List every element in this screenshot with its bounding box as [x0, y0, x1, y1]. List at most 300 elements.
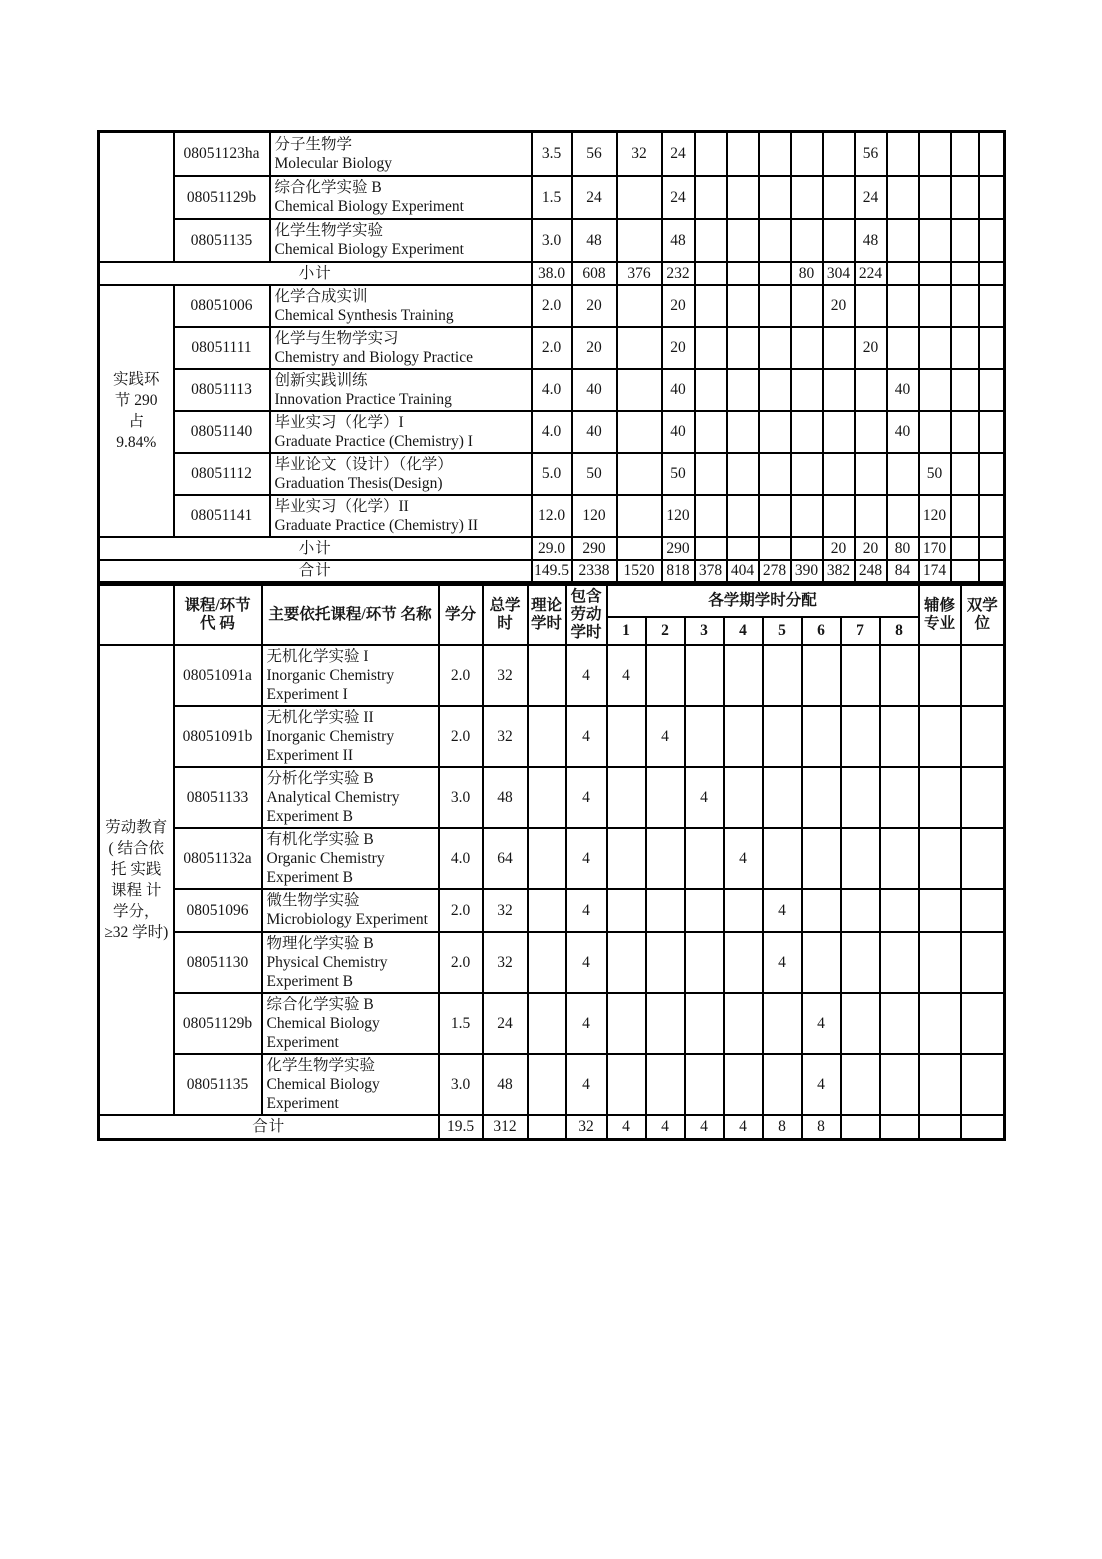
semester-7-hours-cell: 84 — [887, 560, 919, 583]
credits-cell: 19.5 — [439, 1115, 483, 1140]
semester-1-hours-cell — [695, 453, 727, 495]
semester-4-hours-cell — [724, 767, 763, 828]
semester-4-hours-cell — [791, 285, 823, 327]
semester-1-hours-cell — [607, 993, 646, 1054]
theory-hours-cell — [617, 219, 662, 262]
course-name-en: Microbiology Experiment — [266, 911, 428, 928]
course-name-en: Chemical Biology Experiment — [274, 198, 464, 215]
semester-3-hours-cell: 278 — [759, 560, 791, 583]
semester-2-hours-cell — [727, 411, 759, 453]
subtotal-label: 小计 — [99, 262, 532, 285]
double-degree-cell — [961, 767, 1005, 828]
semester-1-hours-cell — [695, 285, 727, 327]
semester-6-hours-cell: 4 — [802, 1054, 841, 1115]
total-hours-cell: 608 — [572, 262, 617, 285]
theory-hours-cell — [617, 495, 662, 537]
minor-major-cell — [951, 560, 979, 583]
semester-3-hours-cell — [759, 411, 791, 453]
credits-cell: 4.0 — [439, 828, 483, 889]
semester-8-hours-cell — [919, 411, 951, 453]
semester-5-hours-cell — [763, 1054, 802, 1115]
semester-5-hours-cell: 382 — [823, 560, 855, 583]
semester-1-hours-cell — [695, 132, 727, 176]
header-semester-3: 3 — [685, 617, 724, 645]
category-line: 劳动教育 — [105, 818, 168, 836]
semester-6-hours-cell — [802, 889, 841, 932]
subtotal-row — [99, 262, 1005, 285]
header-minor-major — [919, 585, 961, 645]
course-name-zh: 综合化学实验 B — [266, 995, 374, 1013]
course-name-en: Organic Chemistry Experiment B — [266, 849, 385, 886]
total-hours-cell: 32 — [483, 889, 528, 932]
labor-hours-cell: 24 — [662, 132, 695, 176]
category-cell — [99, 645, 174, 1115]
semester-7-hours-cell — [841, 645, 880, 706]
header-line: 课程/环节 — [184, 596, 251, 614]
course-name-cell — [270, 495, 532, 537]
theory-hours-cell — [528, 993, 566, 1054]
course-name-en: Chemical Biology Experiment — [266, 1075, 380, 1112]
double-degree-cell — [979, 262, 1005, 285]
semester-5-hours-cell — [823, 411, 855, 453]
header-semester-4: 4 — [724, 617, 763, 645]
semester-2-hours-cell — [727, 285, 759, 327]
course-row — [99, 1054, 1005, 1115]
semester-8-hours-cell — [880, 993, 919, 1054]
semester-3-hours-cell — [685, 1054, 724, 1115]
course-row — [99, 495, 1005, 537]
semester-6-hours-cell — [855, 285, 887, 327]
semester-4-hours-cell — [791, 537, 823, 560]
semester-5-hours-cell — [823, 176, 855, 219]
minor-major-cell — [951, 132, 979, 176]
course-name-zh: 分子生物学 — [274, 135, 353, 153]
semester-6-hours-cell: 24 — [855, 176, 887, 219]
semester-6-hours-cell — [855, 495, 887, 537]
course-name-cell — [270, 453, 532, 495]
semester-6-hours-cell — [802, 828, 841, 889]
semester-7-hours-cell — [841, 706, 880, 767]
total-hours-cell: 24 — [483, 993, 528, 1054]
labor-hours-cell: 4 — [566, 828, 607, 889]
course-name-zh: 无机化学实验 I — [266, 647, 369, 665]
double-degree-cell — [979, 327, 1005, 369]
grand-total-row — [99, 560, 1005, 583]
semester-3-hours-cell — [759, 285, 791, 327]
double-degree-cell — [961, 645, 1005, 706]
course-row — [99, 828, 1005, 889]
credits-cell: 2.0 — [532, 285, 572, 327]
header-course-code — [174, 585, 262, 645]
semester-8-hours-cell — [919, 176, 951, 219]
semester-1-hours-cell — [607, 932, 646, 993]
semester-1-hours-cell — [695, 537, 727, 560]
semester-3-hours-cell — [759, 176, 791, 219]
semester-5-hours-cell — [763, 706, 802, 767]
semester-5-hours-cell — [823, 219, 855, 262]
semester-6-hours-cell: 20 — [855, 537, 887, 560]
semester-8-hours-cell — [919, 219, 951, 262]
header-credits: 学分 — [439, 585, 483, 645]
semester-4-hours-cell — [791, 176, 823, 219]
category-line: 学分， — [112, 902, 160, 920]
course-code-cell: 08051140 — [174, 411, 270, 453]
semester-8-hours-cell — [919, 285, 951, 327]
header-semester-8: 8 — [880, 617, 919, 645]
header-line: 代 码 — [200, 614, 235, 632]
theory-hours-cell — [528, 706, 566, 767]
course-code-cell: 08051132a — [174, 828, 262, 889]
semester-2-hours-cell — [727, 495, 759, 537]
semester-4-hours-cell — [791, 495, 823, 537]
subtotal-label: 小计 — [99, 537, 532, 560]
course-name-cell — [262, 1054, 439, 1115]
semester-4-hours-cell — [724, 1054, 763, 1115]
minor-major-cell — [919, 889, 961, 932]
course-name-zh: 物理化学实验 B — [266, 934, 374, 952]
semester-5-hours-cell: 20 — [823, 537, 855, 560]
semester-1-hours-cell — [607, 706, 646, 767]
credits-cell: 2.0 — [439, 706, 483, 767]
header-line: 辅修 — [923, 596, 955, 614]
labor-hours-cell: 120 — [662, 495, 695, 537]
total-hours-cell: 40 — [572, 411, 617, 453]
labor-hours-cell: 4 — [566, 767, 607, 828]
semester-3-hours-cell — [759, 369, 791, 411]
header-line: 劳动 — [570, 605, 602, 623]
header-category-cell — [99, 585, 174, 645]
semester-3-hours-cell — [759, 453, 791, 495]
semester-4-hours-cell: 390 — [791, 560, 823, 583]
category-line: 课程 计 — [111, 881, 162, 899]
semester-7-hours-cell — [887, 219, 919, 262]
semester-2-hours-cell — [646, 828, 685, 889]
semester-8-hours-cell — [919, 369, 951, 411]
course-code-cell: 08051111 — [174, 327, 270, 369]
category-line: 实践环 — [112, 370, 160, 388]
labor-hours-cell: 290 — [662, 537, 695, 560]
minor-major-cell — [951, 327, 979, 369]
semester-7-hours-cell: 40 — [887, 411, 919, 453]
total-hours-cell: 64 — [483, 828, 528, 889]
semester-7-hours-cell — [841, 828, 880, 889]
semester-7-hours-cell — [841, 889, 880, 932]
minor-major-cell — [919, 828, 961, 889]
header-line: 时 — [497, 614, 513, 632]
labor-hours-cell: 32 — [566, 1115, 607, 1140]
total-hours-cell: 20 — [572, 327, 617, 369]
minor-major-cell — [919, 767, 961, 828]
labor-hours-cell: 40 — [662, 369, 695, 411]
course-name-cell — [270, 132, 532, 176]
total-hours-cell: 24 — [572, 176, 617, 219]
category-cell — [99, 285, 174, 537]
semester-3-hours-cell — [759, 537, 791, 560]
semester-1-hours-cell — [695, 495, 727, 537]
credits-cell: 2.0 — [439, 645, 483, 706]
semester-2-hours-cell — [727, 262, 759, 285]
semester-1-hours-cell — [607, 1054, 646, 1115]
category-line: 托 实践 — [111, 860, 162, 878]
semester-4-hours-cell: 4 — [724, 828, 763, 889]
semester-2-hours-cell: 4 — [646, 706, 685, 767]
semester-5-hours-cell — [823, 327, 855, 369]
semester-8-hours-cell — [880, 828, 919, 889]
course-name-en: Molecular Biology — [274, 154, 393, 172]
credits-cell: 4.0 — [532, 369, 572, 411]
course-code-cell: 08051129b — [174, 993, 262, 1054]
semester-6-hours-cell: 48 — [855, 219, 887, 262]
theory-hours-cell — [528, 645, 566, 706]
double-degree-cell — [979, 132, 1005, 176]
total-hours-cell: 48 — [572, 219, 617, 262]
double-degree-cell — [979, 537, 1005, 560]
course-name-cell — [262, 706, 439, 767]
semester-3-hours-cell: 4 — [685, 1115, 724, 1140]
header-double-degree — [961, 585, 1005, 645]
course-name-en: Innovation Practice Training — [274, 390, 452, 408]
semester-3-hours-cell — [759, 327, 791, 369]
credits-cell: 3.5 — [532, 132, 572, 176]
semester-8-hours-cell — [880, 932, 919, 993]
semester-2-hours-cell — [727, 327, 759, 369]
semester-2-hours-cell — [727, 537, 759, 560]
minor-major-cell — [919, 993, 961, 1054]
semester-1-hours-cell — [607, 828, 646, 889]
course-name-zh: 毕业实习（化学）I — [274, 413, 404, 431]
theory-hours-cell — [528, 828, 566, 889]
semester-4-hours-cell — [791, 219, 823, 262]
semester-6-hours-cell — [802, 932, 841, 993]
semester-8-hours-cell — [919, 132, 951, 176]
total-hours-cell: 312 — [483, 1115, 528, 1140]
semester-3-hours-cell — [685, 993, 724, 1054]
semester-3-hours-cell — [685, 889, 724, 932]
semester-5-hours-cell — [823, 369, 855, 411]
labor-education-table — [97, 583, 1006, 1141]
labor-hours-cell: 4 — [566, 706, 607, 767]
course-code-cell: 08051123ha — [174, 132, 270, 176]
course-code-cell: 08051006 — [174, 285, 270, 327]
semester-6-hours-cell: 8 — [802, 1115, 841, 1140]
course-code-cell: 08051091b — [174, 706, 262, 767]
category-line: ≥32 学时) — [104, 923, 169, 941]
semester-1-hours-cell: 4 — [607, 645, 646, 706]
header-total-hours — [483, 585, 528, 645]
semester-6-hours-cell — [802, 706, 841, 767]
labor-hours-cell: 232 — [662, 262, 695, 285]
total-hours-cell: 50 — [572, 453, 617, 495]
course-name-en: Physical Chemistry Experiment B — [266, 953, 388, 990]
semester-6-hours-cell — [802, 767, 841, 828]
double-degree-cell — [961, 1115, 1005, 1140]
header-line: 位 — [974, 614, 990, 632]
semester-8-hours-cell — [919, 262, 951, 285]
semester-1-hours-cell: 378 — [695, 560, 727, 583]
semester-6-hours-cell: 248 — [855, 560, 887, 583]
semester-1-hours-cell — [695, 327, 727, 369]
semester-7-hours-cell — [841, 767, 880, 828]
semester-5-hours-cell — [763, 828, 802, 889]
category-line: 节 290 — [114, 391, 158, 409]
course-code-cell: 08051130 — [174, 932, 262, 993]
minor-major-cell — [951, 453, 979, 495]
credits-cell: 1.5 — [532, 176, 572, 219]
course-name-zh: 有机化学实验 B — [266, 830, 374, 848]
semester-4-hours-cell — [724, 932, 763, 993]
labor-hours-cell: 4 — [566, 993, 607, 1054]
course-name-cell — [270, 327, 532, 369]
semester-4-hours-cell — [791, 411, 823, 453]
minor-major-cell — [919, 932, 961, 993]
semester-6-hours-cell — [855, 411, 887, 453]
semester-2-hours-cell — [646, 889, 685, 932]
header-semester-7: 7 — [841, 617, 880, 645]
header-line: 理论 — [530, 596, 562, 614]
semester-2-hours-cell — [727, 132, 759, 176]
category-line: 9.84% — [116, 433, 157, 451]
minor-major-cell — [919, 706, 961, 767]
semester-8-hours-cell — [880, 889, 919, 932]
semester-1-hours-cell — [695, 411, 727, 453]
semester-8-hours-cell: 120 — [919, 495, 951, 537]
semester-6-hours-cell — [855, 369, 887, 411]
course-name-zh: 无机化学实验 II — [266, 708, 374, 726]
labor-hours-cell: 4 — [566, 1054, 607, 1115]
course-name-zh: 化学与生物学实习 — [274, 329, 399, 347]
credits-cell: 149.5 — [532, 560, 572, 583]
header-line: 总学 — [489, 596, 521, 614]
course-name-cell — [262, 645, 439, 706]
semester-4-hours-cell: 80 — [791, 262, 823, 285]
course-row — [99, 767, 1005, 828]
credits-cell: 1.5 — [439, 993, 483, 1054]
double-degree-cell — [961, 1054, 1005, 1115]
course-row — [99, 285, 1005, 327]
course-name-cell — [270, 219, 532, 262]
header-row-1 — [99, 585, 1005, 617]
double-degree-cell — [979, 369, 1005, 411]
theory-hours-cell — [528, 1054, 566, 1115]
minor-major-cell — [951, 176, 979, 219]
double-degree-cell — [961, 932, 1005, 993]
semester-7-hours-cell — [887, 132, 919, 176]
semester-3-hours-cell — [759, 262, 791, 285]
minor-major-cell — [951, 369, 979, 411]
theory-hours-cell — [528, 1115, 566, 1140]
semester-2-hours-cell — [727, 453, 759, 495]
semester-4-hours-cell — [724, 645, 763, 706]
credits-cell: 3.0 — [532, 219, 572, 262]
course-row — [99, 889, 1005, 932]
course-name-cell — [270, 411, 532, 453]
double-degree-cell — [979, 411, 1005, 453]
total-hours-cell: 48 — [483, 767, 528, 828]
double-degree-cell — [979, 219, 1005, 262]
total-hours-cell: 48 — [483, 1054, 528, 1115]
semester-8-hours-cell — [919, 327, 951, 369]
credits-cell: 29.0 — [532, 537, 572, 560]
semester-6-hours-cell — [802, 645, 841, 706]
course-row — [99, 411, 1005, 453]
semester-1-hours-cell — [607, 767, 646, 828]
semester-4-hours-cell — [791, 132, 823, 176]
labor-hours-cell: 20 — [662, 327, 695, 369]
semester-5-hours-cell: 4 — [763, 889, 802, 932]
semester-7-hours-cell — [841, 932, 880, 993]
total-hours-cell: 290 — [572, 537, 617, 560]
course-name-zh: 化学生物学实验 — [274, 222, 384, 239]
semester-1-hours-cell — [607, 889, 646, 932]
total-hours-cell: 20 — [572, 285, 617, 327]
semester-4-hours-cell — [724, 706, 763, 767]
course-name-cell — [262, 932, 439, 993]
semester-7-hours-cell: 80 — [887, 537, 919, 560]
labor-hours-cell: 48 — [662, 219, 695, 262]
course-row — [99, 132, 1005, 176]
theory-hours-cell: 376 — [617, 262, 662, 285]
header-semester-5: 5 — [763, 617, 802, 645]
semester-4-hours-cell: 4 — [724, 1115, 763, 1140]
semester-3-hours-cell — [759, 132, 791, 176]
semester-2-hours-cell — [646, 932, 685, 993]
semester-4-hours-cell — [724, 993, 763, 1054]
semester-7-hours-cell — [887, 453, 919, 495]
course-code-cell: 08051112 — [174, 453, 270, 495]
course-name-en: Graduate Practice (Chemistry) II — [274, 516, 479, 534]
header-labor-hours — [566, 585, 607, 645]
grand-total-label: 合计 — [99, 1115, 439, 1140]
category-line: ( 结合依 — [108, 839, 165, 857]
semester-3-hours-cell — [759, 219, 791, 262]
labor-hours-cell: 4 — [566, 932, 607, 993]
credits-cell: 3.0 — [439, 1054, 483, 1115]
minor-major-cell — [919, 1115, 961, 1140]
header-line: 学时 — [530, 614, 562, 632]
header-semester-6: 6 — [802, 617, 841, 645]
semester-3-hours-cell — [685, 706, 724, 767]
credits-cell: 12.0 — [532, 495, 572, 537]
course-name-en: Chemical Synthesis Training — [274, 306, 454, 324]
semester-1-hours-cell — [695, 219, 727, 262]
double-degree-cell — [961, 706, 1005, 767]
course-code-cell: 08051113 — [174, 369, 270, 411]
semester-8-hours-cell — [880, 706, 919, 767]
minor-major-cell — [951, 537, 979, 560]
course-row — [99, 706, 1005, 767]
course-name-zh: 毕业论文（设计）（化学） — [274, 455, 453, 473]
double-degree-cell — [979, 285, 1005, 327]
course-row — [99, 993, 1005, 1054]
course-name-cell — [262, 767, 439, 828]
header-semester-2: 2 — [646, 617, 685, 645]
semester-7-hours-cell — [887, 262, 919, 285]
semester-2-hours-cell: 404 — [727, 560, 759, 583]
double-degree-cell — [979, 495, 1005, 537]
semester-2-hours-cell — [646, 767, 685, 828]
semester-6-hours-cell — [855, 453, 887, 495]
theory-hours-cell — [528, 767, 566, 828]
minor-major-cell — [951, 411, 979, 453]
semester-7-hours-cell — [841, 993, 880, 1054]
theory-hours-cell — [617, 369, 662, 411]
course-name-cell — [270, 285, 532, 327]
labor-hours-cell: 50 — [662, 453, 695, 495]
course-name-zh: 化学合成实训 — [274, 287, 368, 305]
total-hours-cell: 32 — [483, 645, 528, 706]
minor-major-cell — [919, 645, 961, 706]
semester-5-hours-cell — [823, 453, 855, 495]
